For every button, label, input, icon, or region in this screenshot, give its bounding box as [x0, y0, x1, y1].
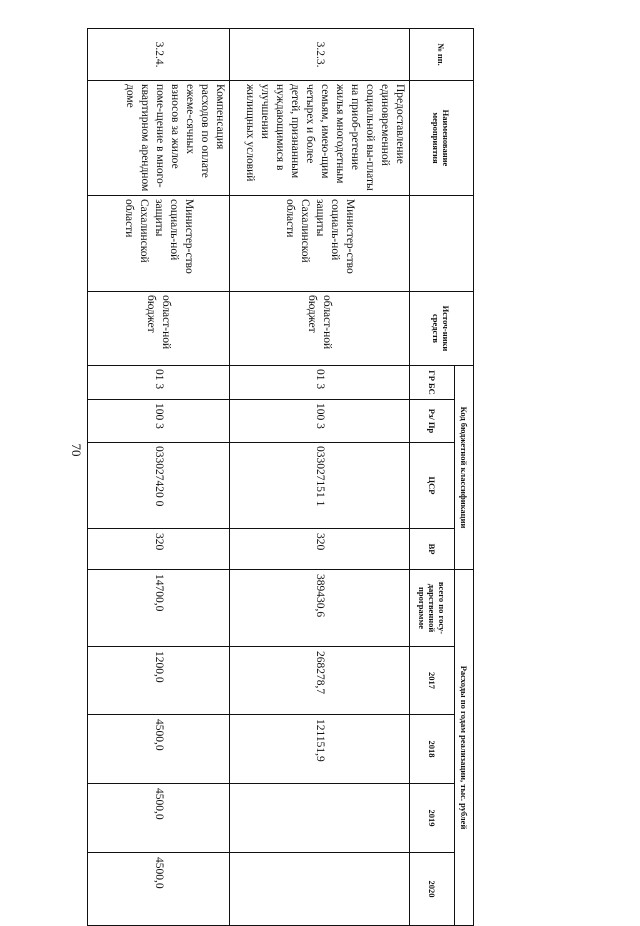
row-total: 389430,6	[230, 570, 410, 647]
header-2017: 2017	[410, 647, 455, 715]
row-2018: 4500,0	[88, 715, 230, 784]
header-executor	[410, 196, 474, 292]
header-row-1	[455, 29, 474, 926]
header-2020: 2020	[410, 853, 455, 926]
header-num: № пп.	[410, 29, 474, 81]
table-row	[230, 29, 410, 926]
row-executor: Министер-ство социаль-ной защиты Сахалинской области	[230, 196, 410, 292]
row-name: Предоставление единовременной социальной вы-платы на приоб-ретение жилья многодетным семьям, имею-щим четырех и более детей, признанным нуждающимися в улучшении жилищных условий	[230, 81, 410, 196]
row-source: област-ной бюджет	[88, 292, 230, 366]
row-source: област-ной бюджет	[230, 292, 410, 366]
row-2017: 1200,0	[88, 647, 230, 715]
row-2019	[230, 784, 410, 853]
header-budget-code: Код бюджетной классификации	[455, 366, 474, 570]
header-2018: 2018	[410, 715, 455, 784]
row-grbs: 01 3	[230, 366, 410, 400]
row-csr: 033027151 1	[230, 443, 410, 529]
page-number: 70	[69, 443, 84, 457]
header-expenses: Расходы по годам реализации, тыс. рублей	[455, 570, 474, 926]
header-2019: 2019	[410, 784, 455, 853]
header-rzpr: Рз/ Пр	[410, 400, 455, 443]
header-vr: ВР	[410, 529, 455, 570]
row-executor: Министер-ство социаль-ной защиты Сахалинской области	[88, 196, 230, 292]
header-source: Источ-ники средств	[410, 292, 474, 366]
row-2018: 121151,9	[230, 715, 410, 784]
header-name: Наименование мероприятия	[410, 81, 474, 196]
row-name: Компенсация расходов по оплате ежеме-сячных взносов за жилое поме-щение в много-квартирном арендном доме	[88, 81, 230, 196]
row-2017: 268278,7	[230, 647, 410, 715]
row-2019: 4500,0	[88, 784, 230, 853]
header-csr: ЦСР	[410, 443, 455, 529]
row-csr: 033027420 0	[88, 443, 230, 529]
row-num: 3.2.3.	[230, 29, 410, 81]
header-total: всего по госу-дарственной программе	[410, 570, 455, 647]
row-rzpr: 100 3	[230, 400, 410, 443]
row-2020	[230, 853, 410, 926]
row-vr: 320	[230, 529, 410, 570]
budget-table	[87, 28, 474, 926]
row-num: 3.2.4.	[88, 29, 230, 81]
row-total: 14700,0	[88, 570, 230, 647]
table-row	[88, 29, 230, 926]
row-vr: 320	[88, 529, 230, 570]
header-grbs: ГР БС	[410, 366, 455, 400]
row-2020: 4500,0	[88, 853, 230, 926]
row-rzpr: 100 3	[88, 400, 230, 443]
rotated-page-content	[98, 28, 474, 898]
row-grbs: 01 3	[88, 366, 230, 400]
